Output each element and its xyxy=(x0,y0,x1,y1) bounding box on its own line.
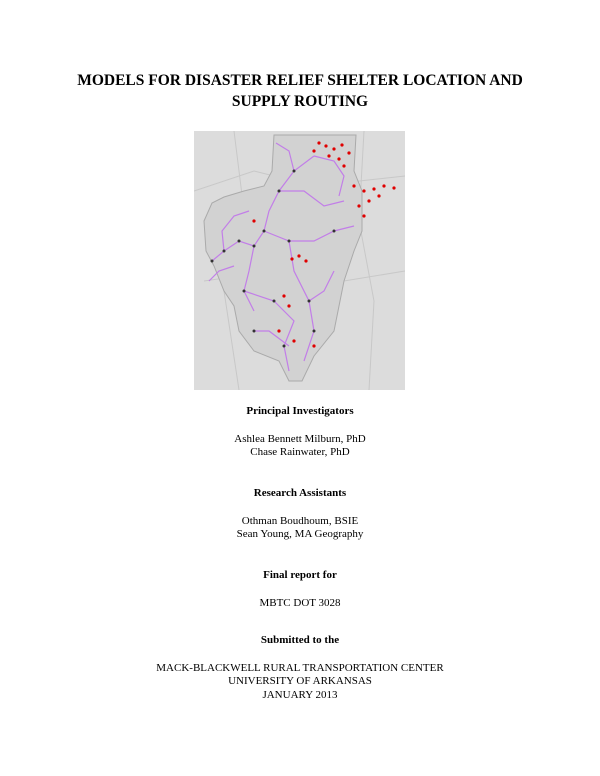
submitted-line: JANUARY 2013 xyxy=(262,688,338,701)
assistant-name: Sean Young, MA Geography xyxy=(236,528,364,540)
title-line-1: MODELS FOR DISASTER RELIEF SHELTER LOCATION AND xyxy=(77,72,523,89)
submitted-section xyxy=(40,634,560,702)
route-map-svg xyxy=(194,131,405,390)
submitted-line: UNIVERSITY OF ARKANSAS xyxy=(228,675,372,687)
route-map-figure xyxy=(194,131,405,390)
report-title xyxy=(40,70,560,112)
investigator-name: Chase Rainwater, PhD xyxy=(250,446,350,458)
investigators-section xyxy=(40,405,560,460)
assistants-heading: Research Assistants xyxy=(253,487,347,499)
submitted-line: MACK-BLACKWELL RURAL TRANSPORTATION CENTER xyxy=(156,661,444,674)
assistant-name: Othman Boudhoum, BSIE xyxy=(241,514,359,527)
final-report-section xyxy=(40,569,560,610)
investigator-name: Ashlea Bennett Milburn, PhD xyxy=(234,432,366,445)
submitted-heading: Submitted to the xyxy=(260,634,340,646)
assistants-section xyxy=(40,487,560,542)
report-number: MBTC DOT 3028 xyxy=(259,596,341,609)
title-line-2: SUPPLY ROUTING xyxy=(231,93,369,110)
final-report-heading: Final report for xyxy=(263,569,337,581)
investigators-heading: Principal Investigators xyxy=(246,405,354,417)
